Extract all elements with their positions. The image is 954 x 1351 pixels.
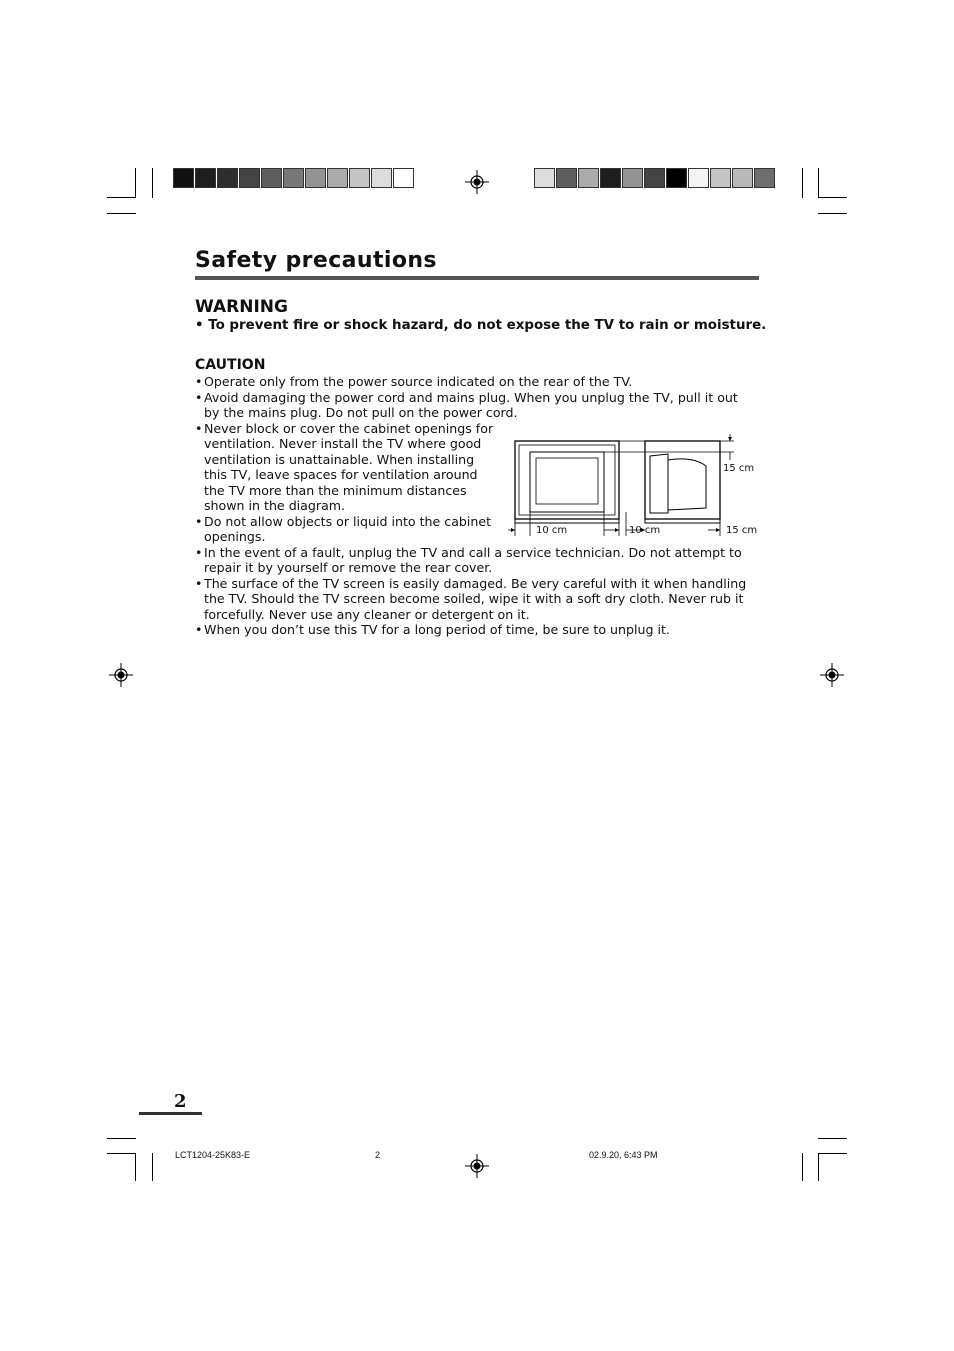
color-swatch [195, 168, 216, 188]
color-swatch [534, 168, 555, 188]
color-swatch [371, 168, 392, 188]
color-bar-right [534, 168, 776, 190]
registration-mark-icon [465, 170, 489, 194]
side-top-gap-label: 15 cm [723, 463, 755, 474]
list-item: • Do not allow objects or liquid into the cabinet openings. [195, 513, 492, 544]
page-number: 2 [174, 1091, 187, 1112]
footer-timestamp: 02.9.20, 6:43 PM [589, 1150, 658, 1160]
color-swatch [710, 168, 731, 188]
tv-side-view-icon [645, 441, 720, 523]
color-swatch [305, 168, 326, 188]
color-swatch [732, 168, 753, 188]
page-title: Safety precautions [195, 248, 437, 273]
color-swatch [600, 168, 621, 188]
list-item: • Operate only from the power source indicated on the rear of the TV. [195, 374, 633, 389]
color-swatch [283, 168, 304, 188]
color-swatch [261, 168, 282, 188]
color-swatch [622, 168, 643, 188]
list-item: • The surface of the TV screen is easily damaged. Be very careful with it when handling the TV. Should the TV screen become soiled, wipe it with a soft dry cloth. Never rub it forcefully. Never use any cleaner or detergent on it. [195, 575, 747, 622]
tv-front-view-icon [515, 441, 619, 523]
color-swatch [217, 168, 238, 188]
color-swatch [688, 168, 709, 188]
list-item: • Never block or cover the cabinet openings for ventilation. Never install the TV where good ventilation is unattainable. When installing this TV, leave spaces for ventilation around the TV more than the minimum distances shown in the diagram. [195, 420, 494, 513]
title-rule [195, 276, 759, 280]
color-swatch [349, 168, 370, 188]
color-swatch [173, 168, 194, 188]
registration-mark-icon [820, 663, 844, 687]
footer-doc-code: LCT1204-25K83-E [175, 1150, 251, 1160]
side-rear-gap-label: 15 cm [726, 525, 758, 536]
warning-heading: WARNING [195, 297, 288, 317]
caution-heading: CAUTION [195, 357, 266, 373]
registration-mark-icon [465, 1154, 489, 1178]
ventilation-diagram [508, 432, 762, 542]
page-number-rule [139, 1112, 202, 1115]
front-left-gap-label: 10 cm [536, 525, 568, 536]
footer-page: 2 [375, 1150, 381, 1160]
color-swatch [666, 168, 687, 188]
color-swatch [644, 168, 665, 188]
color-swatch [239, 168, 260, 188]
color-swatch [578, 168, 599, 188]
list-item: • Avoid damaging the power cord and mains plug. When you unplug the TV, pull it out by the mains plug. Do not pull on the power cord. [195, 389, 738, 420]
list-item: • When you don’t use this TV for a long period of time, be sure to unplug it. [195, 622, 670, 637]
color-bar-left [173, 168, 415, 190]
front-right-gap-label: 10 cm [629, 525, 661, 536]
warning-text: • To prevent fire or shock hazard, do not expose the TV to rain or moisture. [195, 318, 767, 333]
color-swatch [393, 168, 414, 188]
color-swatch [556, 168, 577, 188]
color-swatch [754, 168, 775, 188]
list-item: • In the event of a fault, unplug the TV and call a service technician. Do not attempt to repair it by yourself or remove the rear cover. [195, 544, 742, 575]
registration-mark-icon [109, 663, 133, 687]
color-swatch [327, 168, 348, 188]
